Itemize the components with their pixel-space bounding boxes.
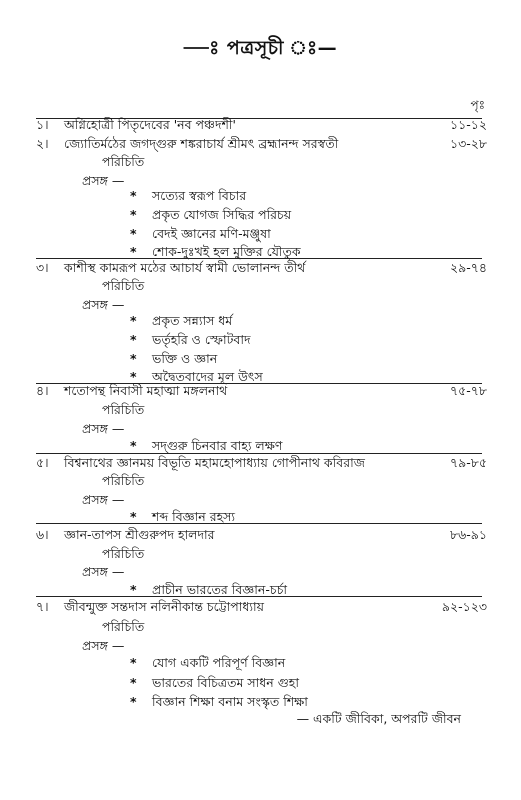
bullet-icon: * bbox=[130, 244, 137, 259]
prasanga-label: প্রসঙ্গ — bbox=[82, 638, 125, 653]
list-item bbox=[0, 330, 521, 350]
page-number-header: পৃঃ bbox=[470, 98, 485, 112]
entry-number: ২। bbox=[36, 136, 49, 151]
list-item bbox=[0, 507, 521, 527]
bullet-icon: * bbox=[130, 188, 137, 203]
prasanga-label: প্রসঙ্গ — bbox=[82, 421, 125, 436]
topic-text: অদ্বৈতবাদের মূল উৎস bbox=[152, 369, 263, 384]
entry-pages: ৭৫-৭৮ bbox=[450, 383, 487, 398]
list-item bbox=[0, 653, 521, 673]
entry-pages: ৭৯-৮৫ bbox=[450, 455, 487, 470]
list-item bbox=[0, 673, 521, 693]
divider bbox=[36, 523, 482, 524]
prasanga-label: প্রসঙ্গ — bbox=[82, 564, 125, 579]
bullet-icon: * bbox=[130, 226, 137, 241]
toc-entry-1 bbox=[0, 115, 521, 135]
topic-text: যোগ একটি পরিপূর্ণ বিজ্ঞান bbox=[152, 655, 286, 670]
bullet-icon: * bbox=[130, 351, 137, 366]
entry-pages: ১৩-২৮ bbox=[450, 136, 487, 151]
list-item bbox=[0, 311, 521, 331]
bullet-icon: * bbox=[130, 655, 137, 670]
bullet-icon: * bbox=[130, 675, 137, 690]
entry-pages: ১১-১২ bbox=[450, 117, 487, 132]
intro-label: পরিচিতি bbox=[102, 546, 145, 561]
intro-label: পরিচিতি bbox=[102, 402, 145, 417]
entry-number: ৪। bbox=[36, 383, 49, 398]
entry-pages: ৮৬-৯১ bbox=[450, 527, 487, 542]
toc-entry-5 bbox=[0, 453, 521, 473]
toc-entry-2 bbox=[0, 134, 521, 154]
topic-text: সত্যের স্বরূপ বিচার bbox=[152, 188, 247, 203]
list-item bbox=[0, 205, 521, 225]
list-item bbox=[0, 224, 521, 244]
entry-number: ৭। bbox=[36, 599, 49, 614]
topic-text: বেদই জ্ঞানের মণি-মঞ্জুষা bbox=[152, 226, 271, 241]
topic-text: ভক্তি ও জ্ঞান bbox=[152, 351, 218, 366]
entry-title: জ্যোতির্মঠের জগদ্গুরু শঙ্করাচার্য শ্রীমৎ ব্রহ্মানন্দ সরস্বতী bbox=[64, 136, 339, 151]
page-title: —ঃ পত্রসূচী ঃ— bbox=[183, 37, 338, 59]
topic-text: সদ্গুরু চিনবার বাহ্য লক্ষণ bbox=[152, 438, 283, 453]
bullet-icon: * bbox=[130, 332, 137, 347]
entry-number: ৬। bbox=[36, 527, 49, 542]
bullet-icon: * bbox=[130, 369, 137, 384]
toc-entry-4 bbox=[0, 381, 521, 401]
topic-text: শোক-দুঃখই হল মুক্তির যৌতুক bbox=[152, 244, 301, 259]
bullet-icon: * bbox=[130, 313, 137, 328]
intro-label: পরিচিতি bbox=[102, 619, 145, 634]
toc-entry-7 bbox=[0, 597, 521, 617]
list-item bbox=[0, 349, 521, 369]
entry-number: ১। bbox=[36, 117, 49, 132]
bullet-icon: * bbox=[130, 438, 137, 453]
prasanga-label: প্রসঙ্গ — bbox=[82, 297, 125, 312]
toc-entry-6 bbox=[0, 525, 521, 545]
entry-number: ৫। bbox=[36, 455, 49, 470]
bullet-icon: * bbox=[130, 509, 137, 524]
list-item bbox=[0, 186, 521, 206]
entry-title: অগ্নিহোত্রী পিতৃদেবের 'নব পঞ্চদশী' bbox=[64, 117, 236, 132]
intro-label: পরিচিতি bbox=[102, 154, 145, 169]
prasanga-label: প্রসঙ্গ — bbox=[82, 492, 125, 507]
topic-text: ভর্তৃহরি ও স্ফোটবাদ bbox=[152, 332, 251, 347]
intro-label: পরিচিতি bbox=[102, 278, 145, 293]
entry-title: জীবন্মুক্ত সন্তদাস নলিনীকান্ত চট্টোপাধ্যায় bbox=[64, 599, 264, 614]
topic-text: ভারতের বিচিত্রতম সাধন গুহা bbox=[152, 675, 299, 690]
topic-text: বিজ্ঞান শিক্ষা বনাম সংস্কৃত শিক্ষা bbox=[152, 694, 308, 709]
bullet-icon: * bbox=[130, 582, 137, 597]
topic-text: প্রাচীন ভারতের বিজ্ঞান-চর্চা bbox=[152, 582, 287, 597]
entry-pages: ৯২-১২৩ bbox=[441, 599, 487, 614]
entry-title: কাশীস্থ কামরূপ মঠের আচার্য স্বামী ভোলানন্দ তীর্থ bbox=[64, 260, 306, 275]
topic-text: শব্দ বিজ্ঞান রহস্য bbox=[152, 509, 236, 524]
entry-pages: ২৯-৭৪ bbox=[450, 260, 487, 275]
topic-text: প্রকৃত যোগজ সিদ্ধির পরিচয় bbox=[152, 207, 292, 222]
bullet-icon: * bbox=[130, 207, 137, 222]
bullet-icon: * bbox=[130, 694, 137, 709]
entry-title: শতোপন্থ নিবাসী মহাত্মা মঙ্গলনাথ bbox=[64, 383, 228, 398]
topic-subtitle: — একটি জীবিকা, অপরটি জীবন bbox=[296, 711, 461, 726]
entry-number: ৩। bbox=[36, 260, 49, 275]
toc-entry-3 bbox=[0, 258, 521, 278]
entry-title: জ্ঞান-তাপস শ্রীগুরুপদ হালদার bbox=[64, 527, 215, 542]
prasanga-label: প্রসঙ্গ — bbox=[82, 173, 125, 188]
entry-title: বিশ্বনাথের জ্ঞানময় বিভূতি মহামহোপাধ্যায় গোপীনাথ কবিরাজ bbox=[64, 455, 365, 470]
topic-text: প্রকৃত সন্ন্যাস ধর্ম bbox=[152, 313, 233, 328]
intro-label: পরিচিতি bbox=[102, 473, 145, 488]
